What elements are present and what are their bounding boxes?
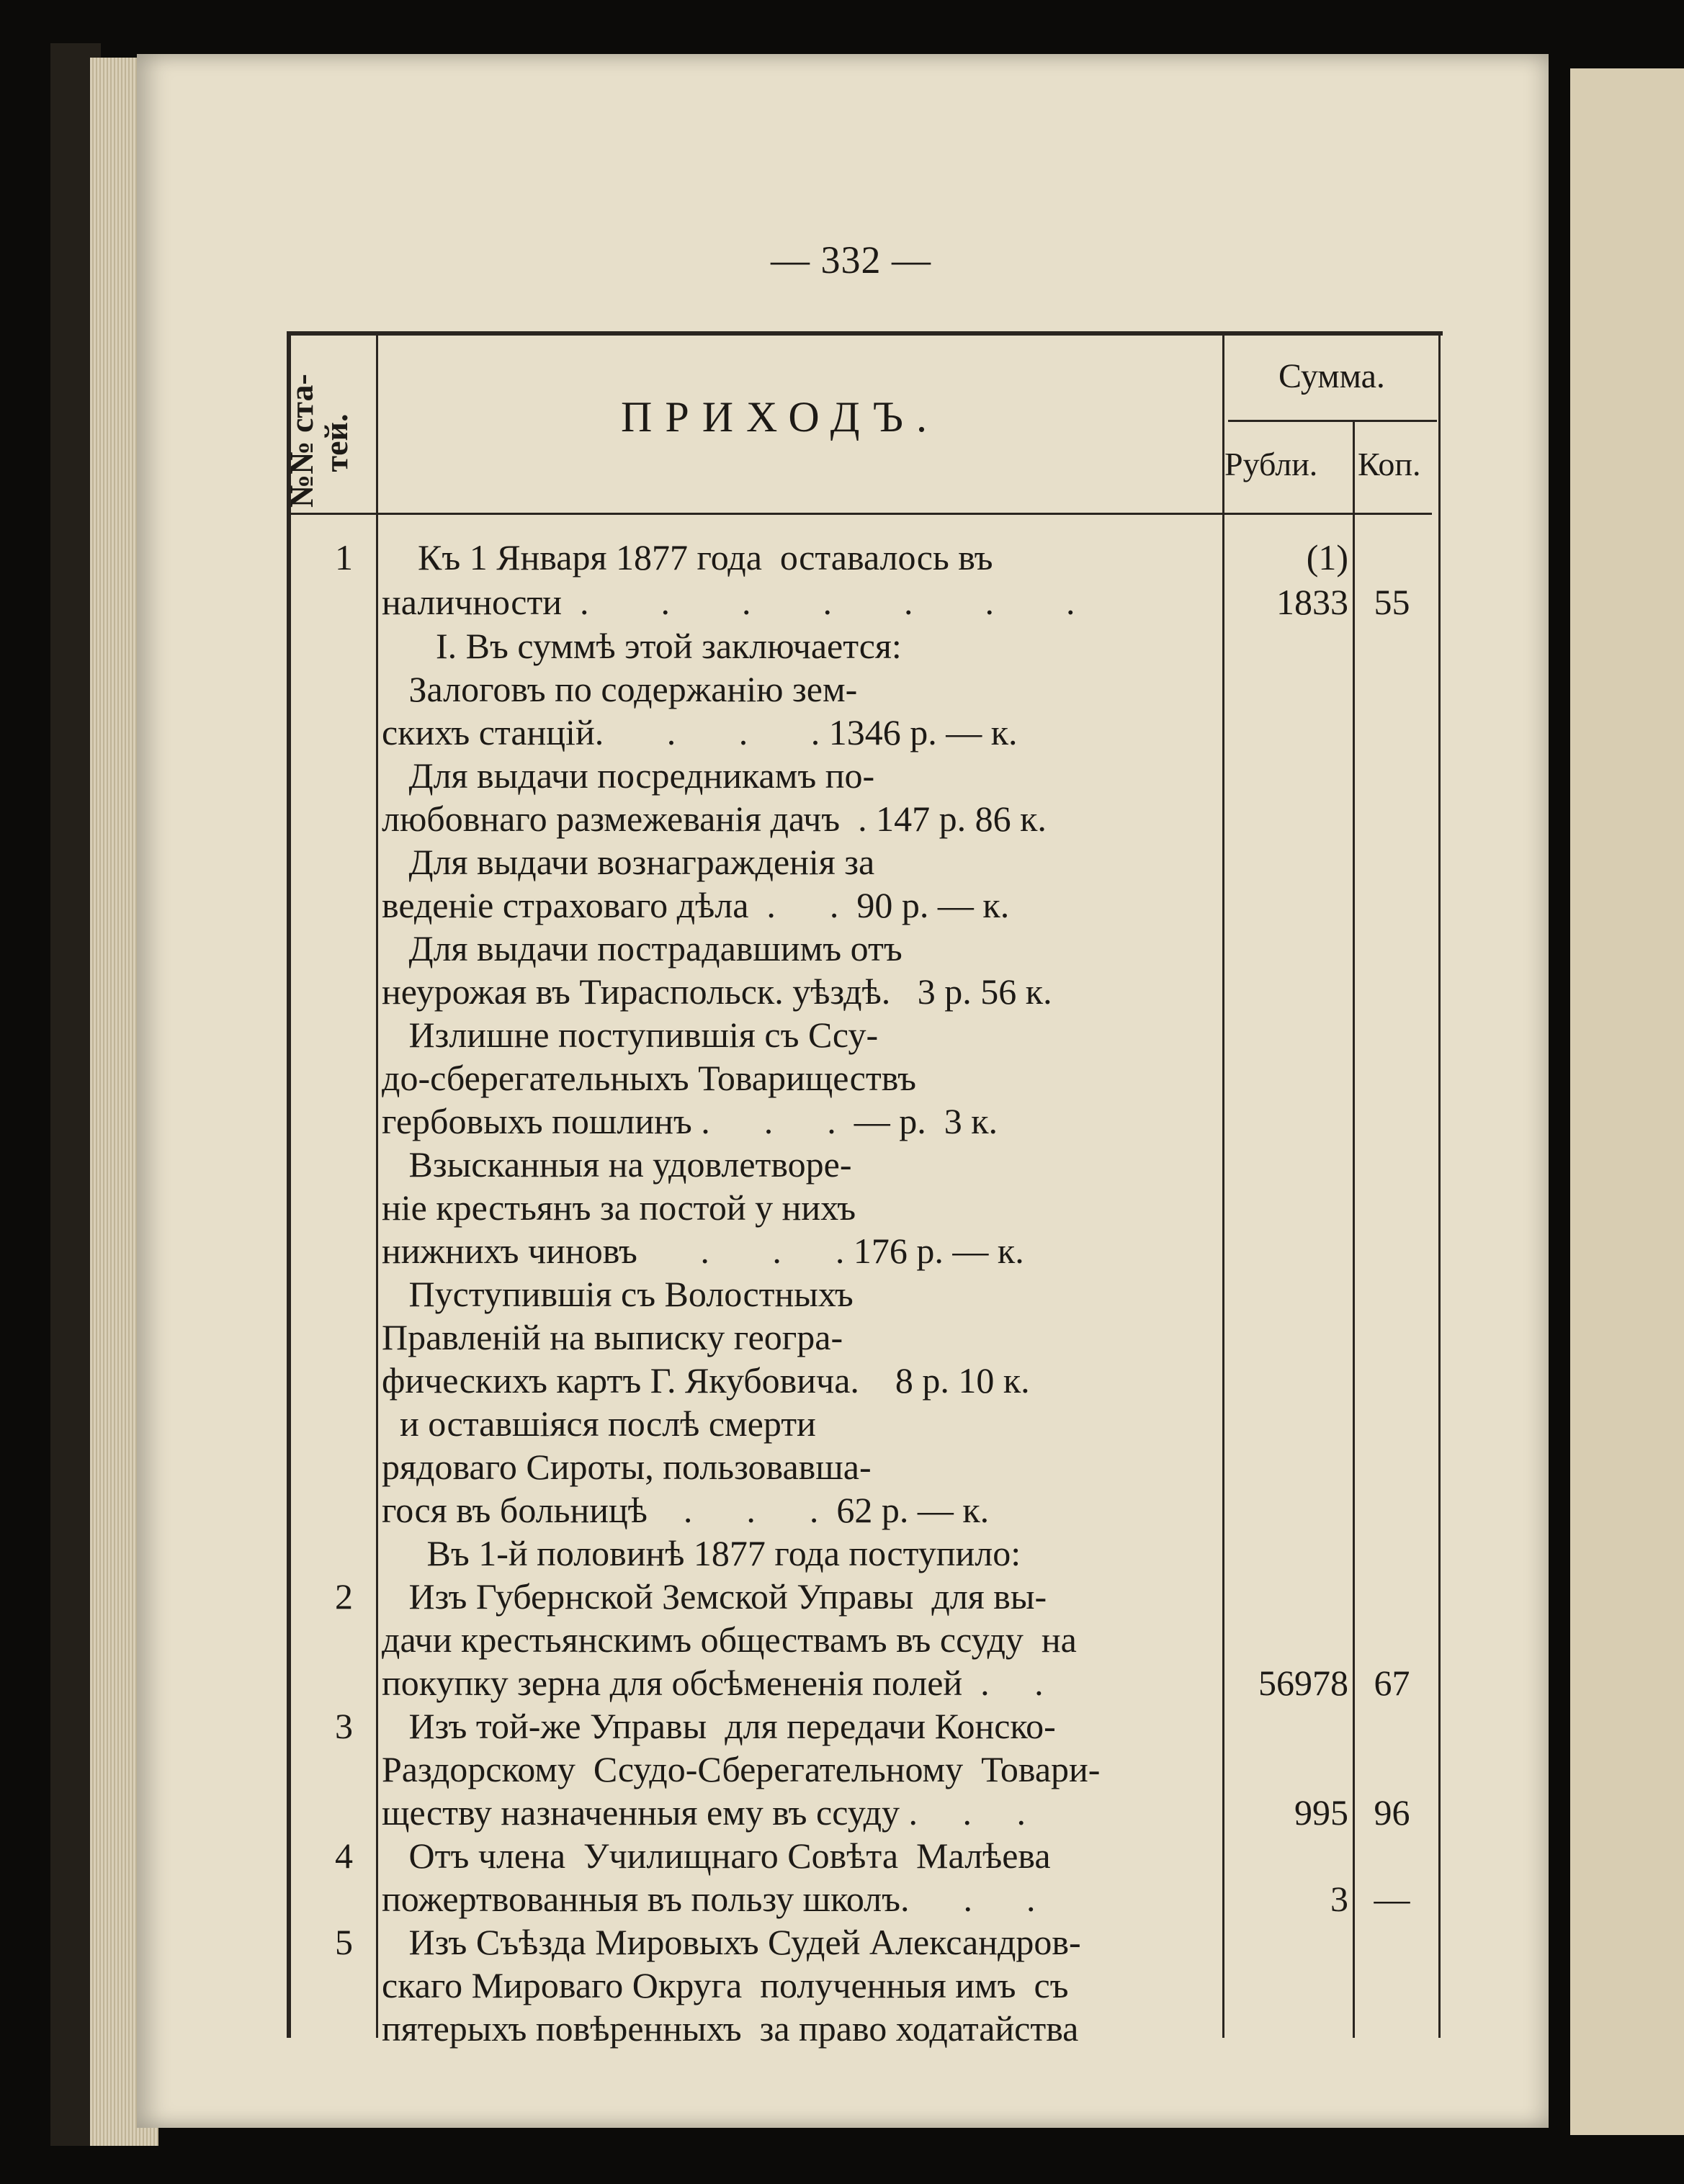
ledger-line: Изъ той-же Управы для передачи Конско- <box>382 1706 1056 1746</box>
ledger-line: Для выдачи посредникамъ по- <box>382 755 875 796</box>
ledger-line: Правленій на выписку геогра- <box>382 1317 843 1357</box>
page-number: — 332 — <box>771 238 931 282</box>
facing-page <box>1570 68 1684 2135</box>
ledger-line: и оставшіяся послѣ смерти <box>382 1403 816 1444</box>
header-kopeks: Коп. <box>1358 446 1421 482</box>
right-border <box>1438 335 1441 2038</box>
ledger-line: Изъ Съѣзда Мировыхъ Судей Александров- <box>382 1922 1081 1962</box>
header-sum: Сумма. <box>1278 357 1385 395</box>
ledger-line: Отъ члена Училищнаго Совѣта Малѣева <box>382 1835 1051 1876</box>
num-col-rule <box>376 335 378 2038</box>
rub-col-rule <box>1353 421 1355 2038</box>
ledger-line: любовнаго размежеванія дачъ . 147 р. 86 к. <box>382 799 1047 839</box>
ledger-line: пожертвованныя въ пользу школъ. . . <box>382 1879 1036 1919</box>
ledger-line: покупку зерна для обсѣмененія полей . . <box>382 1663 1044 1703</box>
ledger-line: Раздорскому Ссудо-Сберегательному Товари- <box>382 1749 1101 1789</box>
article-number: 2 <box>335 1576 353 1617</box>
amount-rubles: 1833 <box>1276 582 1348 622</box>
ledger-line: фическихъ картъ Г. Якубовича. 8 р. 10 к. <box>382 1360 1030 1401</box>
table-title: ПРИХОДЪ. <box>621 393 940 441</box>
ledger-line: гербовыхъ пошлинъ . . . — р. 3 к. <box>382 1101 998 1141</box>
ledger-line: неурожая въ Тираспольск. уѣздѣ. 3 р. 56 к. <box>382 971 1052 1012</box>
amount-kopeks: 55 <box>1374 582 1410 622</box>
amount-kopeks: — <box>1374 1879 1410 1919</box>
ledger-line: гося въ больницѣ . . . 62 р. — к. <box>382 1490 990 1530</box>
article-number: 3 <box>335 1706 353 1746</box>
ledger-line: Изъ Губернской Земской Управы для вы- <box>382 1576 1047 1617</box>
ledger-line: пятерыхъ повѣренныхъ за право ходатайства <box>382 2008 1079 2049</box>
ledger-line: Взысканныя на удовлетворе- <box>382 1144 852 1185</box>
ledger-line: Для выдачи вознагражденія за <box>382 842 875 882</box>
amount-rubles: (1) <box>1306 537 1348 578</box>
article-number: 1 <box>335 537 353 578</box>
header-rubles: Рубли. <box>1224 446 1318 482</box>
ledger-line: нижнихъ чиновъ . . . 176 р. — к. <box>382 1231 1024 1271</box>
ledger-line: веденіе страховаго дѣла . . 90 р. — к. <box>382 885 1010 925</box>
ledger-line: Въ 1-й половинѣ 1877 года поступило: <box>382 1533 1021 1573</box>
ledger-line: ществу назначенныя ему въ ссуду . . . <box>382 1792 1026 1833</box>
header-bottom-rule <box>287 513 1432 515</box>
ledger-line: Къ 1 Января 1877 года оставалось въ <box>382 537 993 578</box>
ledger-line: скихъ станцій. . . . 1346 р. — к. <box>382 712 1018 752</box>
ledger-line: наличности . . . . . . . <box>382 582 1075 622</box>
ledger-line: Излишне поступившія съ Ссу- <box>382 1015 879 1055</box>
ledger-line: ніе крестьянъ за постой у нихъ <box>382 1187 856 1228</box>
table-top-rule <box>287 331 1443 336</box>
ledger-line: Залоговъ по содержанію зем- <box>382 669 858 709</box>
article-number: 4 <box>335 1835 353 1876</box>
ledger-line: рядоваго Сироты, пользовавша- <box>382 1447 872 1487</box>
sum-divider-rule <box>1228 420 1437 422</box>
left-border <box>287 331 291 2038</box>
header-article-number: №№ ста- тей. <box>283 374 354 508</box>
ledger-line: I. Въ суммѣ этой заключается: <box>382 626 902 666</box>
amount-kopeks: 96 <box>1374 1792 1410 1833</box>
amount-rubles: 56978 <box>1258 1663 1348 1703</box>
ledger-line: дачи крестьянскимъ обществамъ въ ссуду на <box>382 1619 1077 1660</box>
ledger-line: скаго Мироваго Округа полученныя имъ съ <box>382 1965 1069 2005</box>
ledger-line: Для выдачи пострадавшимъ отъ <box>382 928 903 969</box>
amount-rubles: 995 <box>1294 1792 1348 1833</box>
ledger-line: до-сберегательныхъ Товариществъ <box>382 1058 916 1098</box>
ledger-line: Пуступившія съ Волостныхъ <box>382 1274 854 1314</box>
amount-kopeks: 67 <box>1374 1663 1410 1703</box>
article-number: 5 <box>335 1922 353 1962</box>
amount-rubles: 3 <box>1330 1879 1348 1919</box>
